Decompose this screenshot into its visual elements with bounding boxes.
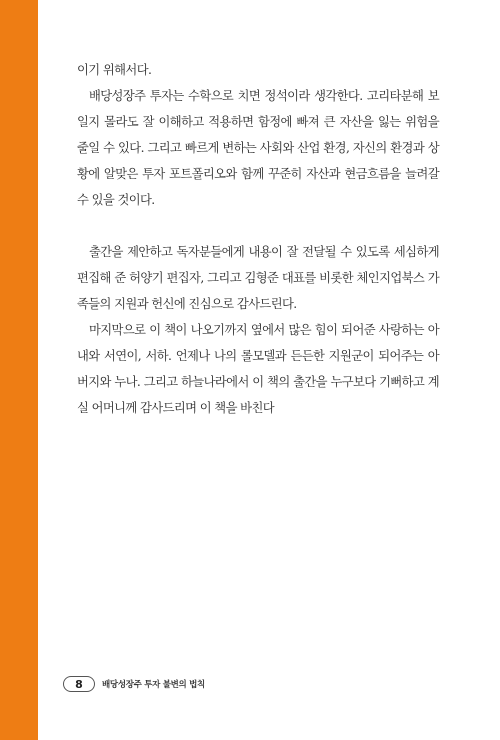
page-body [77,57,439,421]
paragraph-dividend-growth: 배당성장주 투자는 수학으로 치면 정석이라 생각한다. 고리타분해 보일지 몰라도 잘 이해하고 적용하면 함정에 빠져 큰 자산을 잃는 위험을 줄일 수 있다. 그리고 빠르게 변하는 사회와 산업 환경, 자신의 환경과 상황에 알맞은 투자 포트폴리오와 함께 꾸준히 자산과 현금흐름을 늘려갈 수 있을 것이다. [77,89,439,207]
running-book-title: 배당성장주 투자 불변의 법칙 [102,680,205,690]
paragraph-thanks-family: 마지막으로 이 책이 나오기까지 옆에서 많은 힘이 되어준 사랑하는 아내와 서연이, 서하. 언제나 나의 롤모델과 든든한 지원군이 되어주는 아버지와 누나. 그리고 하늘나라에서 이 책의 출간을 누구보다 기뻐하고 계실 어머니께 감사드리며 이 책을 바친다 [77,323,439,415]
page-footer [63,674,205,694]
page-number-badge: 8 [63,676,95,692]
paragraph-continuation: 이기 위해서다. [77,63,152,77]
side-color-band [0,0,38,740]
paragraph-thanks-publisher: 출간을 제안하고 독자분들에게 내용이 잘 전달될 수 있도록 세심하게 편집해 준 허양기 편집자, 그리고 김형준 대표를 비롯한 체인지업북스 가족들의 지원과 헌신에 진심으로 감사드린다. [77,245,439,311]
